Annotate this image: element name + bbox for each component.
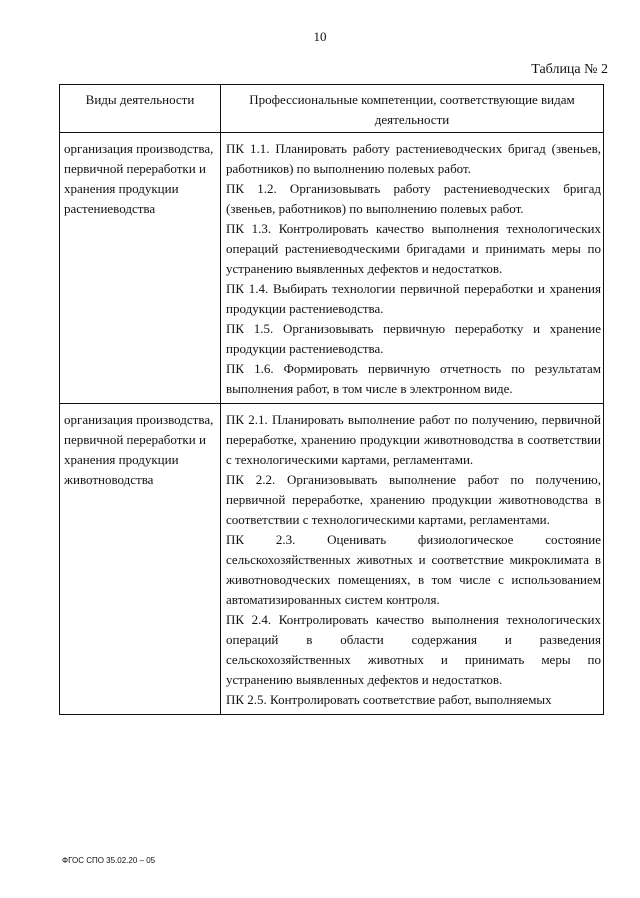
competency-item: ПК 2.1. Планировать выполнение работ по получению, первичной переработке, хранению продукции животноводства в соответствии с технологическими картами, регламентами. <box>226 412 601 467</box>
competency-item: ПК 2.5. Контролировать соответствие работ, выполняемых <box>226 692 552 707</box>
header-activity: Виды деятельности <box>60 85 221 133</box>
competency-item: ПК 1.2. Организовывать работу растениеводческих бригад (звеньев, работников) по выполнению полевых работ. <box>226 181 601 216</box>
competency-item: ПК 1.6. Формировать первичную отчетность по результатам выполнения работ, в том числе в электронном виде. <box>226 361 601 396</box>
table-row-crop <box>60 133 604 404</box>
table-row-livestock <box>60 404 604 715</box>
document-code: ФГОС СПО 35.02.20 – 05 <box>62 856 156 865</box>
competencies-cell <box>221 133 604 404</box>
competency-item: ПК 1.1. Планировать работу растениеводческих бригад (звеньев, работников) по выполнению полевых работ. <box>226 141 601 176</box>
activity-cell <box>60 404 221 715</box>
table-caption: Таблица № 2 <box>531 62 608 77</box>
competency-item: ПК 2.3. Оценивать физиологическое состояние сельскохозяйственных животных и соответствие микроклимата в животноводческих помещениях, в том числе с использованием автоматизированных систем контроля. <box>226 532 601 607</box>
activity-cell <box>60 133 221 404</box>
competencies-table <box>59 84 604 715</box>
header-competencies: Профессиональные компетенции, соответствующие видам деятельности <box>221 85 604 133</box>
competency-item: ПК 1.3. Контролировать качество выполнения технологических операций растениеводческими бригадами и принимать меры по устранению выявленных дефектов и недостатков. <box>226 221 601 276</box>
activity-text: организация производства, первичной переработки и хранения продукции животноводства <box>64 412 214 487</box>
competency-item: ПК 2.2. Организовывать выполнение работ по получению, первичной переработке, хранению продукции животноводства в соответствии с технологическими картами, регламентами. <box>226 472 601 527</box>
activity-text: организация производства, первичной переработки и хранения продукции растениеводства <box>64 141 214 216</box>
table-header-row <box>60 85 604 133</box>
page-number: 10 <box>313 29 327 44</box>
competencies-cell <box>221 404 604 715</box>
competency-item: ПК 1.4. Выбирать технологии первичной переработки и хранения продукции растениеводства. <box>226 281 601 316</box>
competency-item: ПК 2.4. Контролировать качество выполнения технологических операций в области содержания и разведения сельскохозяйственных животных и принимать меры по устранению выявленных дефектов и недостатков. <box>226 612 601 687</box>
competency-item: ПК 1.5. Организовывать первичную переработку и хранение продукции растениеводства. <box>226 321 601 356</box>
